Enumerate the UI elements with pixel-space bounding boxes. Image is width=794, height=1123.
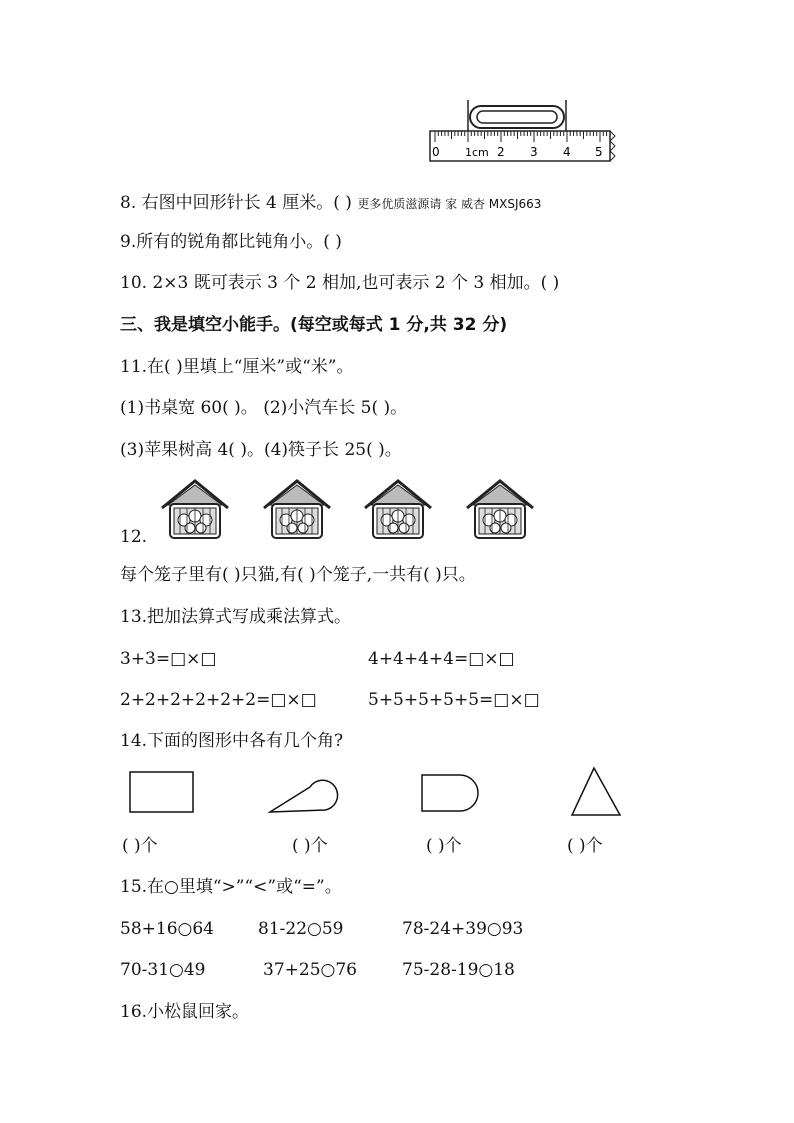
q14-shapes <box>120 762 640 822</box>
q12-text: 每个笼子里有( )只猫,有( )个笼子,一共有( )只。 <box>120 565 476 585</box>
paperclip-icon <box>470 106 564 128</box>
ruler-label-4: 4 <box>563 145 571 159</box>
q15-item-3: 78-24+39○93 <box>402 919 524 939</box>
ruler-label-5: 5 <box>595 145 603 159</box>
fan-shape <box>270 780 338 812</box>
q15-item-4: 70-31○49 <box>120 960 206 980</box>
triangle-shape <box>572 768 620 815</box>
q14-answer-3: ( )个 <box>426 836 462 856</box>
section3-title: 三、我是填空小能手。(每空或每式 1 分,共 32 分) <box>120 315 508 335</box>
q15-item-5: 37+25○76 <box>263 960 357 980</box>
q16-text: 16.小松鼠回家。 <box>120 1002 250 1022</box>
q9-text: 9.所有的锐角都比钝角小。( ) <box>120 232 342 252</box>
d-shape <box>422 775 478 811</box>
q13-item-4: 5+5+5+5+5=□×□ <box>368 690 540 710</box>
q13-item-3: 2+2+2+2+2+2=□×□ <box>120 690 317 710</box>
q8-watermark: 更多优质滋源请 家 威杏 MXSJ663 <box>357 197 542 211</box>
q14-text: 14.下面的图形中各有几个角? <box>120 731 344 751</box>
cat-cages <box>155 478 555 548</box>
q11-line2: (3)苹果树高 4( )。(4)筷子长 25( )。 <box>120 440 402 460</box>
q14-answer-4: ( )个 <box>567 836 603 856</box>
q8-line <box>120 192 541 215</box>
q14-answer-2: ( )个 <box>292 836 328 856</box>
q13-item-1: 3+3=□×□ <box>120 649 217 669</box>
q15-item-1: 58+16○64 <box>120 919 214 939</box>
q14-answer-1: ( )个 <box>122 836 158 856</box>
q15-text: 15.在○里填“>”“<”或“=”。 <box>120 877 342 897</box>
cage-icon <box>365 481 431 538</box>
cage-icon <box>467 481 533 538</box>
ruler-label-3: 3 <box>530 145 538 159</box>
q11-line1: (1)书桌宽 60( )。 (2)小汽车长 5( )。 <box>120 398 408 418</box>
ruler-label-0: 0 <box>432 145 440 159</box>
q8-text: 8. 右图中回形针长 4 厘米。( ) <box>120 193 352 213</box>
ruler-label-2: 2 <box>497 145 505 159</box>
q12-number: 12. <box>120 527 148 547</box>
rectangle-shape <box>130 772 193 812</box>
q10-text: 10. 2×3 既可表示 3 个 2 相加,也可表示 2 个 3 相加。( ) <box>120 273 560 293</box>
q13-item-2: 4+4+4+4=□×□ <box>368 649 515 669</box>
ruler-label-1: 1cm <box>465 146 489 159</box>
q11-text: 11.在( )里填上“厘米”或“米”。 <box>120 357 354 377</box>
q13-text: 13.把加法算式写成乘法算式。 <box>120 607 352 627</box>
q15-item-2: 81-22○59 <box>258 919 344 939</box>
cage-icon <box>264 481 330 538</box>
q15-item-6: 75-28-19○18 <box>402 960 515 980</box>
cage-icon <box>162 481 228 538</box>
ruler-figure <box>425 98 625 168</box>
